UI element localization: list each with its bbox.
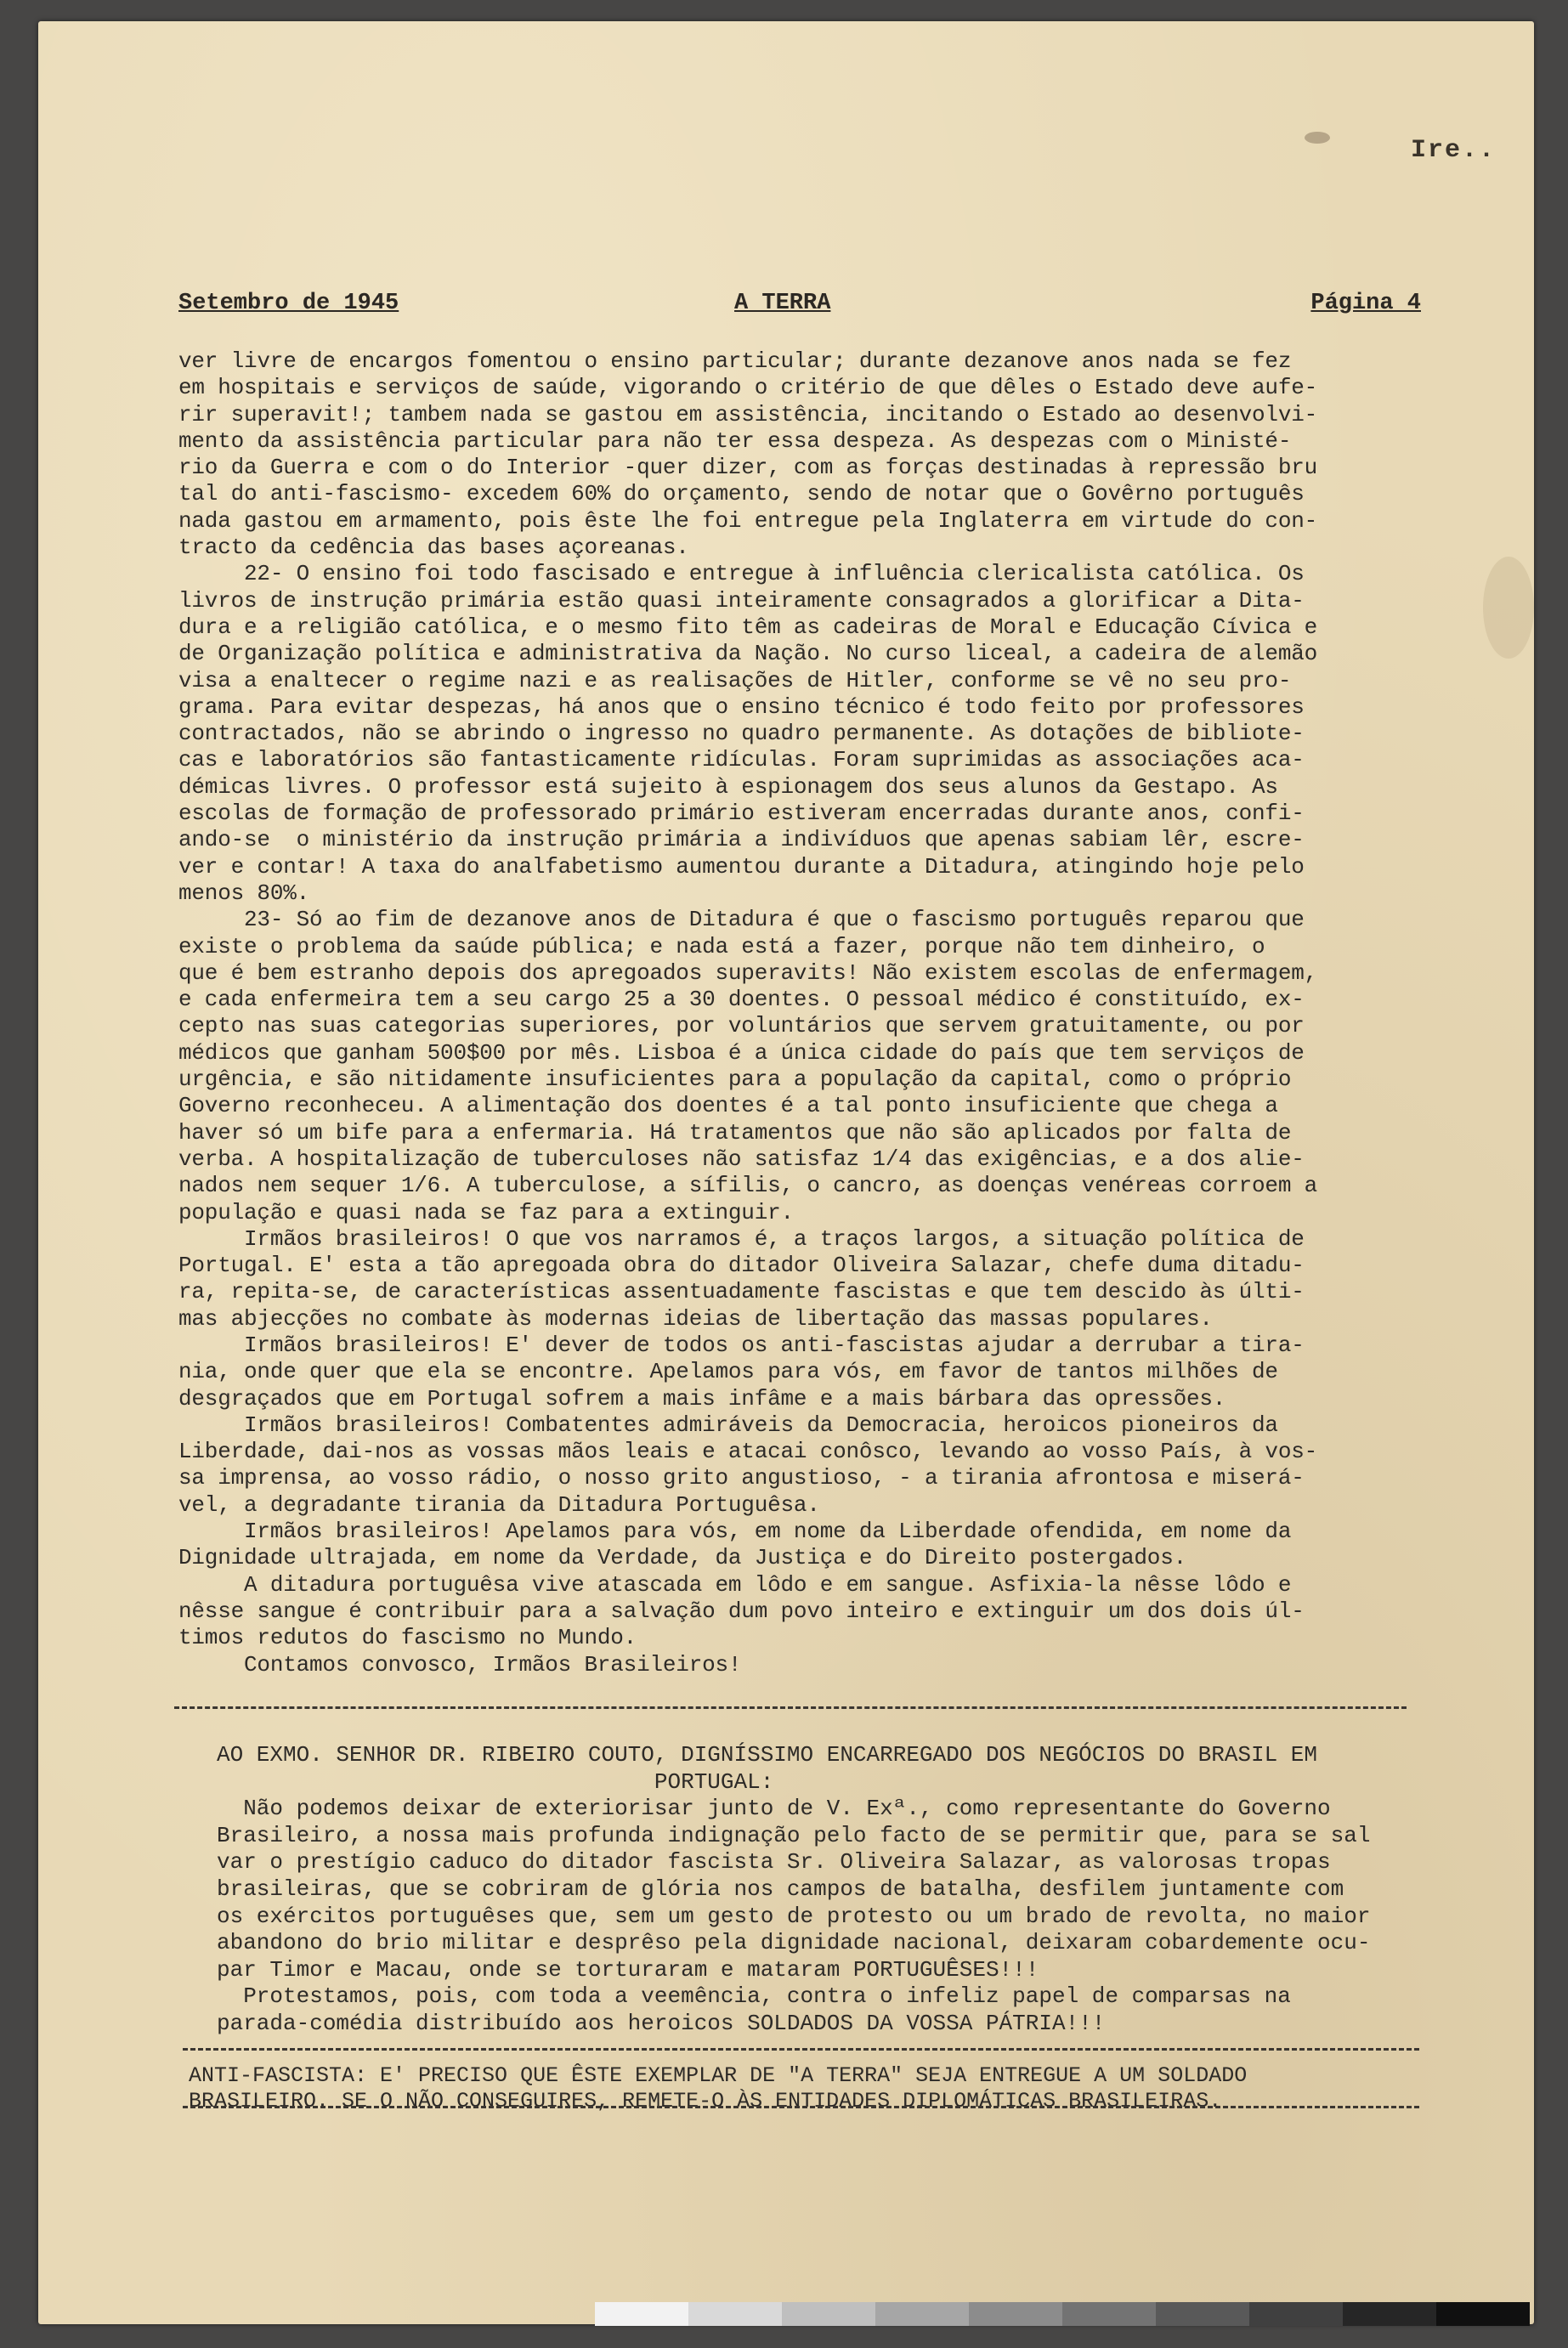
article-body [178,348,1421,1678]
dashed-divider [183,2048,1419,2051]
text-line: nêsse sangue é contribuir para a salvação dum povo inteiro e extinguir um dos dois úl- [178,1598,1305,1624]
text-line: em hospitais e serviços de saúde, vigorando o critério de que dêles o Estado deve aufe- [178,375,1318,401]
dashed-divider [174,1706,1407,1709]
text-line: 22- O ensino foi todo fascisado e entregue à influência clericalista católica. Os [178,561,1305,587]
text-line: ra, repita-se, de características assentuadamente fascistas e que tem descido às últi- [178,1279,1305,1305]
paper-stain [1305,132,1330,144]
color-swatch [875,2302,969,2326]
color-calibration-bar [595,2302,1530,2326]
color-swatch [1062,2302,1156,2326]
text-line: ando-se o ministério da instrução primária a indivíduos que apenas sabiam lêr, escre- [178,827,1305,853]
dashed-divider [183,2106,1419,2108]
text-line: existe o problema da saúde pública; e nada está a fazer, porque não tem dinheiro, o [178,933,1265,959]
text-line: contractados, não se abrindo o ingresso no quadro permanente. As dotações de bibliote- [178,721,1305,747]
text-line: população e quasi nada se faz para a extinguir. [178,1199,794,1225]
notice-line: BRASILEIRO. SE O NÃO CONSEGUIRES, REMETE-O ÀS ENTIDADES DIPLOMÁTICAS BRASILEIRAS. [189,2089,1222,2113]
text-line: Dignidade ultrajada, em nome da Verdade, da Justiça e do Direito postergados. [178,1545,1186,1571]
color-swatch [1156,2302,1249,2326]
letter-line: AO EXMO. SENHOR DR. RIBEIRO COUTO, DIGNÍSSIMO ENCARREGADO DOS NEGÓCIOS DO BRASIL EM [217,1742,1318,1768]
text-line: médicos que ganham 500$00 por mês. Lisboa é a única cidade do país que tem serviços de [178,1039,1305,1066]
text-line: tracto da cedência das bases açoreanas. [178,535,689,561]
text-line: mas abjecções no combate às modernas ideias de libertação das massas populares. [178,1305,1213,1332]
text-line: e cada enfermeira tem a seu cargo 25 a 30 doentes. O pessoal médico é constituído, ex- [178,987,1305,1013]
text-line: verba. A hospitalização de tuberculoses não satisfaz 1/4 das exigências, e a dos alie- [178,1146,1305,1172]
text-line: Irmãos brasileiros! O que vos narramos é, a traços largos, a situação política de [178,1225,1305,1252]
letter-line: brasileiras, que se cobriram de glória nos campos de batalha, desfilem juntamente com [217,1876,1344,1902]
text-line: urgência, e são nitidamente insuficientes para a população da capital, como o próprio [178,1067,1292,1093]
letter-line: var o prestígio caduco do ditador fascista Sr. Oliveira Salazar, as valorosas tropas [217,1849,1331,1876]
letter-line: Não podemos deixar de exteriorisar junto de V. Exª., como representante do Governo [217,1796,1331,1822]
text-line: démicas livres. O professor está sujeito à espionagem dos seus alunos da Gestapo. As [178,773,1278,800]
text-line: rir superavit!; tambem nada se gastou em assistência, incitando o Estado ao desenvolvi- [178,401,1318,427]
color-swatch [1343,2302,1436,2326]
text-line: Liberdade, dai-nos as vossas mãos leais e atacai conôsco, levando ao vosso País, à vos- [178,1439,1318,1465]
letter-line: Protestamos, pois, com toda a veemência, contra o infeliz papel de comparsas na [217,1983,1291,2010]
text-line: livros de instrução primária estão quasi inteiramente consagrados a glorificar a Dita- [178,587,1305,614]
text-line: tal do anti-fascismo- excedem 60% do orçamento, sendo de notar que o Govêrno português [178,481,1305,507]
color-swatch [1249,2302,1343,2326]
color-swatch [1436,2302,1530,2326]
text-line: cepto nas suas categorias superiores, por voluntários que servem gratuitamente, ou por [178,1013,1305,1039]
text-line: Portugal. E' esta a tão apregoada obra do ditador Oliveira Salazar, chefe duma ditadu- [178,1253,1305,1279]
text-line: sa imprensa, ao vosso rádio, o nosso grito angustioso, - a tirania afrontosa e miserá- [178,1465,1305,1491]
text-line: haver só um bife para a enfermaria. Há tratamentos que não são aplicados por falta de [178,1119,1292,1146]
text-line: nada gastou em armamento, pois êste lhe foi entregue pela Inglaterra em virtude do con- [178,507,1318,534]
text-line: timos redutos do fascismo no Mundo. [178,1625,637,1651]
text-line: vel, a degradante tirania da Ditadura Portuguêsa. [178,1491,820,1518]
text-line: nia, onde quer que ela se encontre. Apelamos para vós, em favor de tantos milhões de [178,1359,1278,1385]
letter-line: PORTUGAL: [217,1768,774,1795]
open-letter [217,1742,1424,2038]
newspaper-title: A TERRA [734,291,831,316]
handwritten-mark: Ire.. [1411,136,1497,165]
text-line: grama. Para evitar despezas, há anos que o ensino técnico é todo feito por professores [178,693,1305,720]
text-line: Contamos convosco, Irmãos Brasileiros! [178,1651,742,1678]
letter-line: os exércitos portuguêses que, sem um gesto de protesto ou um brado de revolta, no maior [217,1903,1371,1929]
letter-line: abandono do brio militar e desprêso pela dignidade nacional, deixaram cobardemente ocu- [217,1930,1371,1956]
text-line: Governo reconheceu. A alimentação dos doentes é a tal ponto insuficiente que chega a [178,1093,1278,1119]
text-line: 23- Só ao fim de dezanove anos de Ditadura é que o fascismo português reparou que [178,907,1305,933]
text-line: nados nem sequer 1/6. A tuberculose, a sífilis, o cancro, as doenças venéreas corroem a [178,1173,1318,1199]
text-line: que é bem estranho depois dos apregoados superavits! Não existem escolas de enfermagem, [178,959,1318,986]
notice-line: ANTI-FASCISTA: E' PRECISO QUE ÊSTE EXEMPLAR DE "A TERRA" SEJA ENTREGUE A UM SOLDADO [189,2063,1248,2088]
text-line: Irmãos brasileiros! Apelamos para vós, em nome da Liberdade ofendida, em nome da [178,1519,1292,1545]
color-swatch [595,2302,688,2326]
page-number: Página 4 [1310,291,1421,316]
text-line: cas e laboratórios são fantasticamente ridículas. Foram suprimidas as associações aca- [178,747,1305,773]
text-line: Irmãos brasileiros! E' dever de todos os anti-fascistas ajudar a derrubar a tira- [178,1332,1305,1358]
letter-line: Brasileiro, a nossa mais profunda indignação pelo facto de se permitir que, para se sal [217,1822,1371,1848]
text-line: A ditadura portuguêsa vive atascada em lôdo e em sangue. Asfixia-la nêsse lôdo e [178,1571,1292,1598]
letter-line: parada-comédia distribuído aos heroicos SOLDADOS DA VOSSA PÁTRIA!!! [217,2010,1106,2036]
text-line: ver e contar! A taxa do analfabetismo aumentou durante a Ditadura, atingindo hoje pelo [178,853,1305,880]
paper-stain [1483,557,1534,659]
text-line: visa a enaltecer o regime nazi e as realisações de Hitler, conforme se vê no seu pro- [178,667,1292,693]
text-line: de Organização política e administrativa da Nação. No curso liceal, a cadeira de alemão [178,641,1318,667]
text-line: menos 80%. [178,880,310,906]
color-swatch [782,2302,875,2326]
text-line: mento da assistência particular para não ter essa despeza. As despezas com o Ministé- [178,427,1292,454]
color-swatch [969,2302,1062,2326]
text-line: ver livre de encargos fomentou o ensino particular; durante dezanove anos nada se fez [178,348,1292,374]
text-line: escolas de formação de professorado primário estiveram encerradas durante anos, confi- [178,801,1305,827]
text-line: desgraçados que em Portugal sofrem a mais infâme e a mais bárbara das opressões. [178,1385,1226,1412]
issue-date: Setembro de 1945 [178,291,399,316]
page-header [178,291,1421,325]
text-line: Irmãos brasileiros! Combatentes admiráveis da Democracia, heroicos pioneiros da [178,1412,1278,1438]
letter-line: par Timor e Macau, onde se torturaram e mataram PORTUGUÊSES!!! [217,1956,1039,1983]
text-line: rio da Guerra e com o do Interior -quer dizer, com as forças destinadas à repressão bru [178,455,1318,481]
text-line: dura e a religião católica, e o mesmo fito têm as cadeiras de Moral e Educação Cívica e [178,614,1318,640]
color-swatch [688,2302,782,2326]
